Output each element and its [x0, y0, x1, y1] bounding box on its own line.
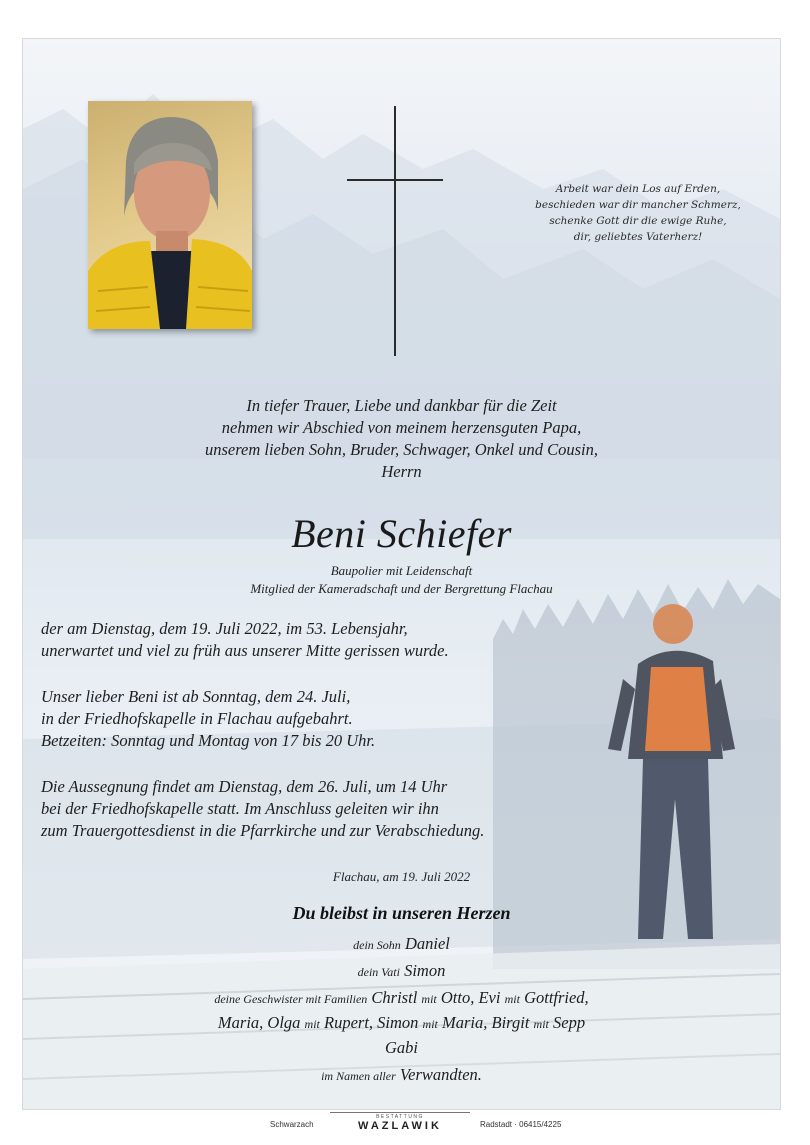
paragraph-line: unerwartet und viel zu früh aus unserer Mitte gerissen wurde. — [41, 641, 449, 660]
footer-location-left: Schwarzach — [270, 1120, 314, 1129]
brand-name: WAZLAWIK — [358, 1120, 442, 1132]
sibling-name: Evi — [478, 988, 501, 1007]
intro-line: In tiefer Trauer, Liebe und dankbar für die Zeit — [246, 396, 557, 415]
sibling-name: Simon — [377, 1013, 419, 1032]
relatives-prefix: im Namen aller — [321, 1069, 396, 1083]
family-father — [23, 960, 780, 983]
verse-line: Arbeit war dein Los auf Erden, — [555, 183, 721, 195]
family-siblings-line-1 — [23, 987, 780, 1010]
paragraph-line: Unser lieber Beni ist ab Sonntag, dem 24. Juli, — [41, 687, 351, 706]
family-siblings-line-3 — [23, 1037, 780, 1059]
intro-text — [23, 395, 780, 483]
closing-line: Du bleibst in unseren Herzen — [292, 903, 511, 923]
family-son — [23, 933, 780, 956]
funeral-paragraph — [41, 776, 621, 842]
sibling-name: Rupert, — [324, 1013, 374, 1032]
family-siblings-line-2 — [23, 1012, 780, 1035]
description-line: Baupolier mit Leidenschaft — [330, 563, 473, 578]
brand-tagline: BESTATTUNG — [330, 1112, 470, 1120]
intro-line: unserem lieben Sohn, Bruder, Schwager, Onkel und Cousin, — [204, 440, 599, 459]
siblings-prefix: deine Geschwister mit Familien — [214, 992, 368, 1006]
father-prefix: dein Vati — [357, 965, 400, 979]
son-name: Daniel — [404, 934, 450, 953]
sibling-name: Birgit — [491, 1013, 530, 1032]
sibling-name: Christl — [371, 988, 418, 1007]
funeral-home-footer — [0, 1112, 810, 1142]
death-paragraph — [41, 618, 621, 662]
intro-line: nehmen wir Abschied von meinem herzensguten Papa, — [221, 418, 582, 437]
sibling-name: Gottfried, — [524, 988, 589, 1007]
paragraph-line: zum Trauergottesdienst in die Pfarrkirche und zur Verabschiedung. — [41, 821, 485, 840]
paragraph-line: Die Aussegnung findet am Dienstag, dem 26. Juli, um 14 Uhr — [41, 777, 448, 796]
funeral-home-logo — [330, 1112, 470, 1132]
mit-word: mit — [304, 1017, 320, 1031]
memorial-verse — [493, 181, 781, 245]
paragraph-line: Betzeiten: Sonntag und Montag von 17 bis 20 Uhr. — [41, 731, 376, 750]
mit-word: mit — [421, 992, 437, 1006]
verse-line: beschieden war dir mancher Schmerz, — [535, 199, 741, 211]
sibling-name: Sepp — [553, 1013, 586, 1032]
mit-word: mit — [422, 1017, 438, 1031]
paragraph-line: bei der Friedhofskapelle statt. Im Anschluss geleiten wir ihn — [41, 799, 439, 818]
obituary-card — [22, 38, 781, 1110]
sibling-name: Olga — [267, 1013, 301, 1032]
cross-symbol — [347, 106, 447, 356]
paragraph-line: in der Friedhofskapelle in Flachau aufgebahrt. — [41, 709, 353, 728]
viewing-paragraph — [41, 686, 621, 752]
sibling-name: Maria, — [442, 1013, 488, 1032]
sibling-name: Maria, — [217, 1013, 264, 1032]
sibling-name: Gabi — [385, 1038, 418, 1057]
verse-line: schenke Gott dir die ewige Ruhe, — [549, 215, 727, 227]
deceased-name: Beni Schiefer — [291, 511, 512, 556]
son-prefix: dein Sohn — [353, 938, 401, 952]
deceased-description — [23, 562, 780, 598]
footer-location-right: Radstadt · 06415/4225 — [480, 1120, 562, 1129]
verse-line: dir, geliebtes Vaterherz! — [573, 231, 703, 243]
portrait-photo — [88, 101, 252, 329]
sibling-name: Otto, — [440, 988, 475, 1007]
mit-word: mit — [504, 992, 520, 1006]
paragraph-line: der am Dienstag, dem 19. Juli 2022, im 53. Lebensjahr, — [41, 619, 408, 638]
family-relatives — [23, 1064, 780, 1087]
place-date: Flachau, am 19. Juli 2022 — [332, 869, 471, 884]
relatives-word: Verwandten. — [399, 1065, 482, 1084]
intro-line: Herrn — [381, 462, 422, 481]
description-line: Mitglied der Kameradschaft und der Bergrettung Flachau — [250, 581, 553, 596]
father-name: Simon — [404, 961, 446, 980]
mit-word: mit — [533, 1017, 549, 1031]
